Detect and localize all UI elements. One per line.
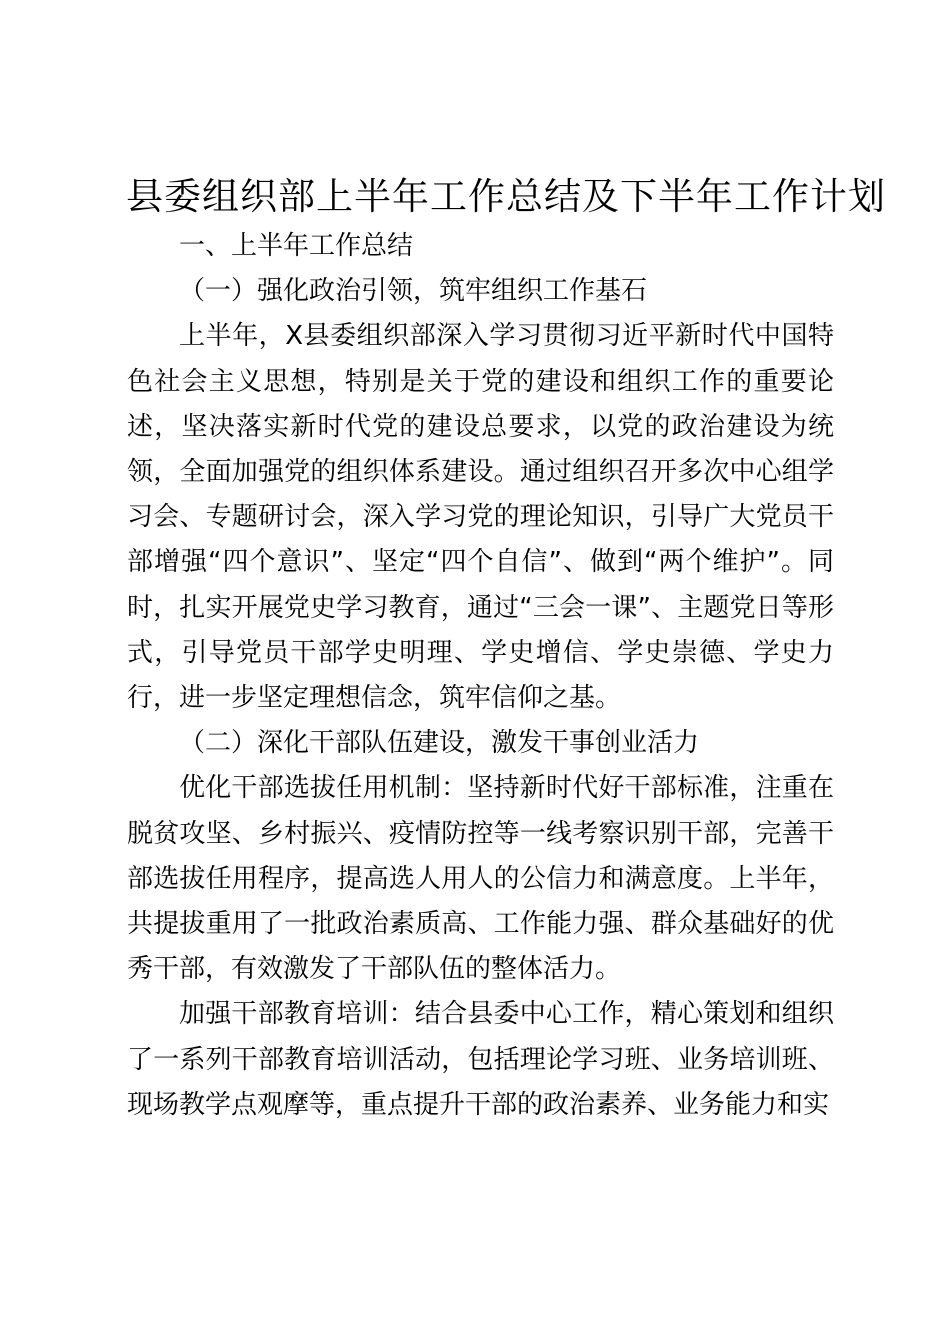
paragraph-3: 加强干部教育培训：结合县委中心工作，精心策划和组织了一系列干部教育培训活动，包括理论学习班、业务培训班、现场教学点观摩等，重点提升干部的政治素养、业务能力和实 <box>127 999 834 1120</box>
document-title: 县委组织部上半年工作总结及下半年工作计划 <box>126 175 886 218</box>
document-body <box>127 224 834 1128</box>
paragraph-1: 上半年，X县委组织部深入学习贯彻习近平新时代中国特色社会主义思想，特别是关于党的建设和组织工作的重要论述，坚决落实新时代党的建设总要求，以党的政治建设为统领，全面加强党的组织体系建设。通过组织召开多次中心组学习会、专题研讨会，深入学习党的理论知识，引导广大党员干部增强“四个意识”、坚定“四个自信”、做到“两个维护”。同时，扎实开展党史学习教育，通过“三会一课”、主题党日等形式，引导党员干部学史明理、学史增信、学史崇德、学史力行，进一步坚定理想信念，筑牢信仰之基。 <box>127 321 834 714</box>
subsection-heading-2: （二）深化干部队伍建设，激发干事创业活力 <box>179 728 700 759</box>
section-heading: 一、上半年工作总结 <box>179 231 414 261</box>
paragraph-2: 优化干部选拔任用机制：坚持新时代好干部标准，注重在脱贫攻坚、乡村振兴、疫情防控等一线考察识别干部，完善干部选拔任用程序，提高选人用人的公信力和满意度。上半年，共提拔重用了一批政治素质高、工作能力强、群众基础好的优秀干部，有效激发了干部队伍的整体活力。 <box>127 773 834 985</box>
subsection-heading-1: （一）强化政治引领，筑牢组织工作基石 <box>179 276 648 307</box>
